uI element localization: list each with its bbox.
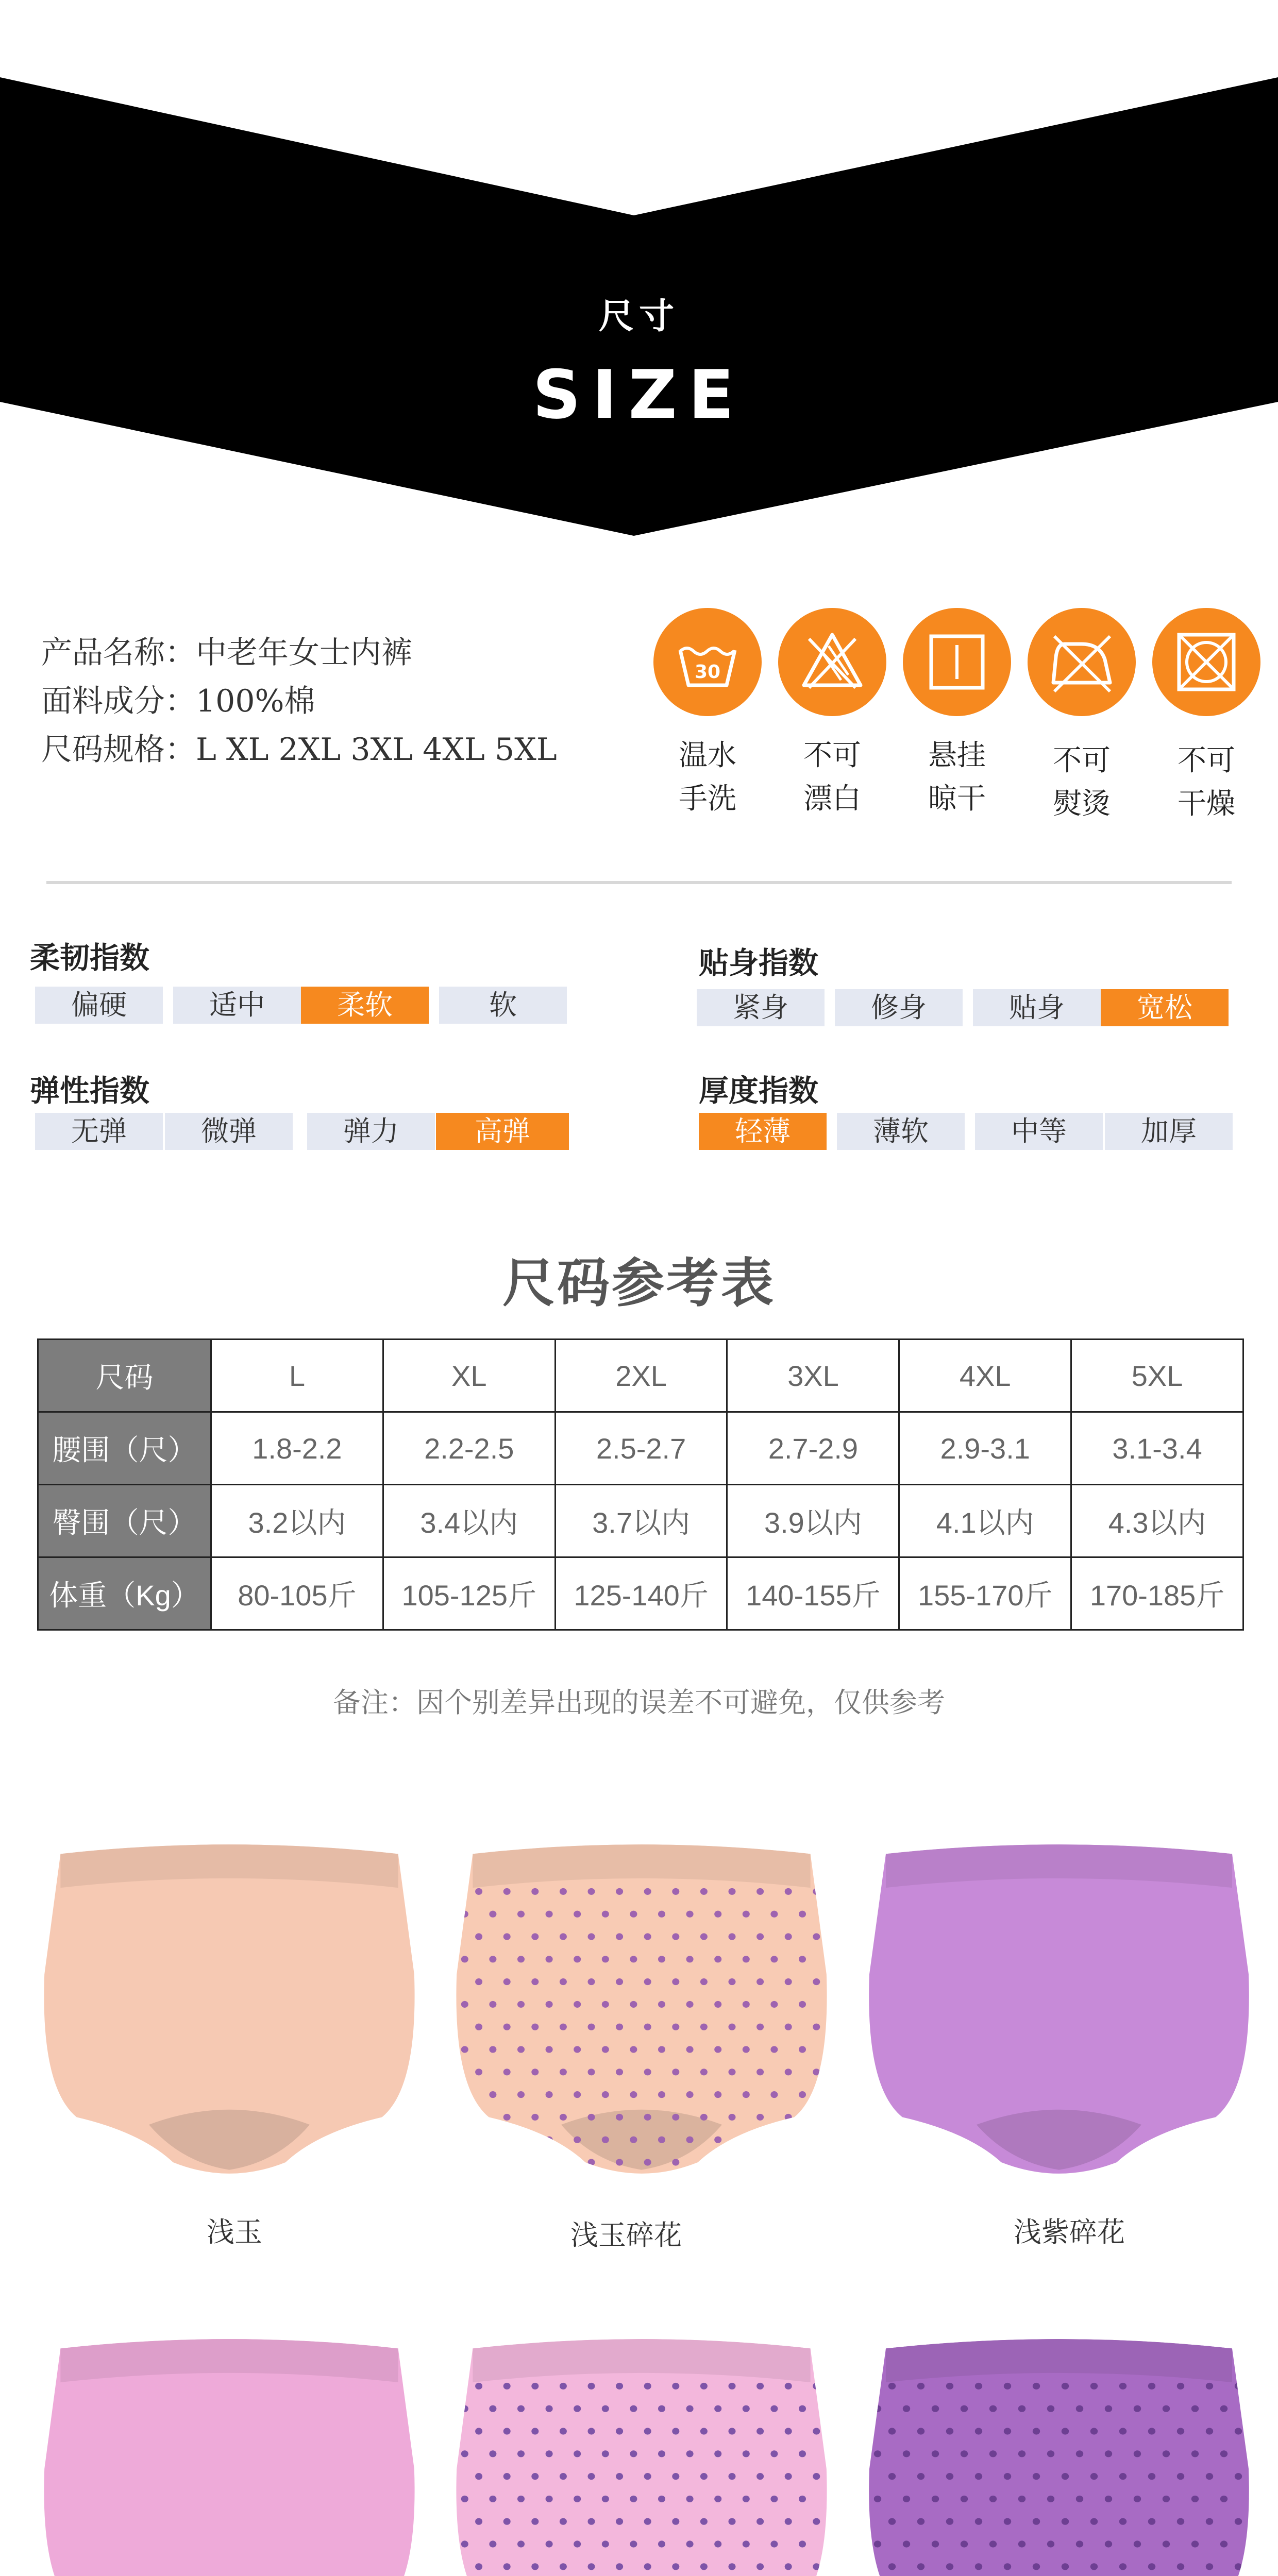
product-name: 产品名称：中老年女士内裤 [41, 635, 412, 671]
elasticity-option: 无弹 [35, 1113, 163, 1150]
banner-title-cn: 尺寸 [598, 296, 679, 337]
swatch-image [28, 1824, 430, 2200]
table-cell: 2.2-2.5 [383, 1412, 555, 1485]
elasticity-option: 高弹 [436, 1113, 569, 1150]
product-info [41, 629, 557, 774]
table-cell: 4.1以内 [899, 1485, 1071, 1557]
svg-text:30: 30 [694, 662, 721, 683]
wash-30-icon [653, 608, 762, 716]
softness-option: 柔软 [301, 987, 429, 1024]
fit-option: 贴身 [973, 989, 1101, 1026]
table-cell: 105-125斤 [383, 1557, 555, 1630]
thickness-option: 加厚 [1105, 1113, 1233, 1150]
table-cell: 2.5-2.7 [555, 1412, 727, 1485]
table-row [38, 1412, 1243, 1485]
size-banner [0, 0, 1278, 546]
swatch-image [441, 2318, 843, 2576]
table-cell: 2.7-2.9 [727, 1412, 899, 1485]
swatch-label: 浅玉碎花 [570, 2219, 682, 2251]
table-cell: 3XL [727, 1340, 899, 1412]
swatch-image [853, 1824, 1265, 2200]
care-label-bleach: 不可 漂白 [803, 739, 861, 816]
thickness-option: 中等 [975, 1113, 1103, 1150]
table-cell: 3.4以内 [383, 1485, 555, 1557]
section-divider [46, 881, 1232, 884]
product-material: 面料成分：100%棉 [41, 683, 315, 719]
table-cell: 155-170斤 [899, 1557, 1071, 1630]
softness-option: 适中 [173, 987, 301, 1024]
table-row [38, 1557, 1243, 1630]
fit-index-title: 贴身指数 [699, 945, 819, 980]
care-label-iron: 不可 熨烫 [1053, 744, 1111, 821]
swatch-image [441, 1824, 843, 2200]
swatch-image [853, 2318, 1265, 2576]
underwear-image [28, 1824, 430, 2200]
underwear-image [441, 2318, 843, 2576]
table-cell: XL [383, 1340, 555, 1412]
no-bleach-icon [778, 608, 886, 716]
care-label-wash: 温水 手洗 [679, 739, 736, 816]
swatch-label: 浅紫碎花 [1014, 2216, 1125, 2248]
size-table [37, 1338, 1244, 1631]
table-cell: 5XL [1071, 1340, 1243, 1412]
table-cell: 3.7以内 [555, 1485, 727, 1557]
care-label-dry: 悬挂 晾干 [928, 739, 986, 816]
table-cell: 尺码 [38, 1340, 211, 1412]
underwear-image [28, 2318, 430, 2576]
size-table-note: 备注：因个别差异出现的误差不可避免，仅供参考 [333, 1686, 945, 1719]
table-cell: 4.3以内 [1071, 1485, 1243, 1557]
table-cell: 2.9-3.1 [899, 1412, 1071, 1485]
size-table-title: 尺码参考表 [502, 1253, 776, 1314]
underwear-image [853, 1824, 1265, 2200]
table-cell: 3.1-3.4 [1071, 1412, 1243, 1485]
table-cell: 腰围（尺） [38, 1412, 211, 1485]
fit-option: 修身 [835, 989, 963, 1026]
underwear-image [853, 2318, 1265, 2576]
no-iron-icon [1028, 608, 1136, 716]
elasticity-option: 微弹 [165, 1113, 293, 1150]
fit-option: 宽松 [1101, 989, 1229, 1026]
care-label-tumble: 不可 干燥 [1178, 744, 1235, 821]
elasticity-index-title: 弹性指数 [30, 1073, 150, 1108]
table-cell: 2XL [555, 1340, 727, 1412]
table-cell: 体重（Kg） [38, 1557, 211, 1630]
elasticity-option: 弹力 [307, 1113, 435, 1150]
thickness-index-title: 厚度指数 [699, 1073, 819, 1108]
thickness-option: 轻薄 [699, 1113, 827, 1150]
product-sizes: 尺码规格：L XL 2XL 3XL 4XL 5XL [41, 732, 557, 768]
hang-dry-icon [903, 608, 1011, 716]
table-cell: 3.9以内 [727, 1485, 899, 1557]
table-cell: L [211, 1340, 383, 1412]
table-cell: 4XL [899, 1340, 1071, 1412]
banner-title-en: SIZE [532, 355, 746, 434]
thickness-option: 薄软 [837, 1113, 965, 1150]
softness-option: 偏硬 [35, 987, 163, 1024]
swatch-image [28, 2318, 430, 2576]
table-header-row [38, 1340, 1243, 1412]
table-cell: 125-140斤 [555, 1557, 727, 1630]
table-row [38, 1485, 1243, 1557]
table-cell: 140-155斤 [727, 1557, 899, 1630]
swatch-label: 浅玉 [207, 2216, 262, 2248]
softness-option: 软 [439, 987, 567, 1024]
fit-option: 紧身 [697, 989, 825, 1026]
no-tumble-dry-icon [1152, 608, 1260, 716]
underwear-image [441, 1824, 843, 2200]
softness-index-title: 柔韧指数 [30, 940, 150, 975]
table-cell: 80-105斤 [211, 1557, 383, 1630]
table-cell: 臀围（尺） [38, 1485, 211, 1557]
table-cell: 3.2以内 [211, 1485, 383, 1557]
table-cell: 170-185斤 [1071, 1557, 1243, 1630]
table-cell: 1.8-2.2 [211, 1412, 383, 1485]
